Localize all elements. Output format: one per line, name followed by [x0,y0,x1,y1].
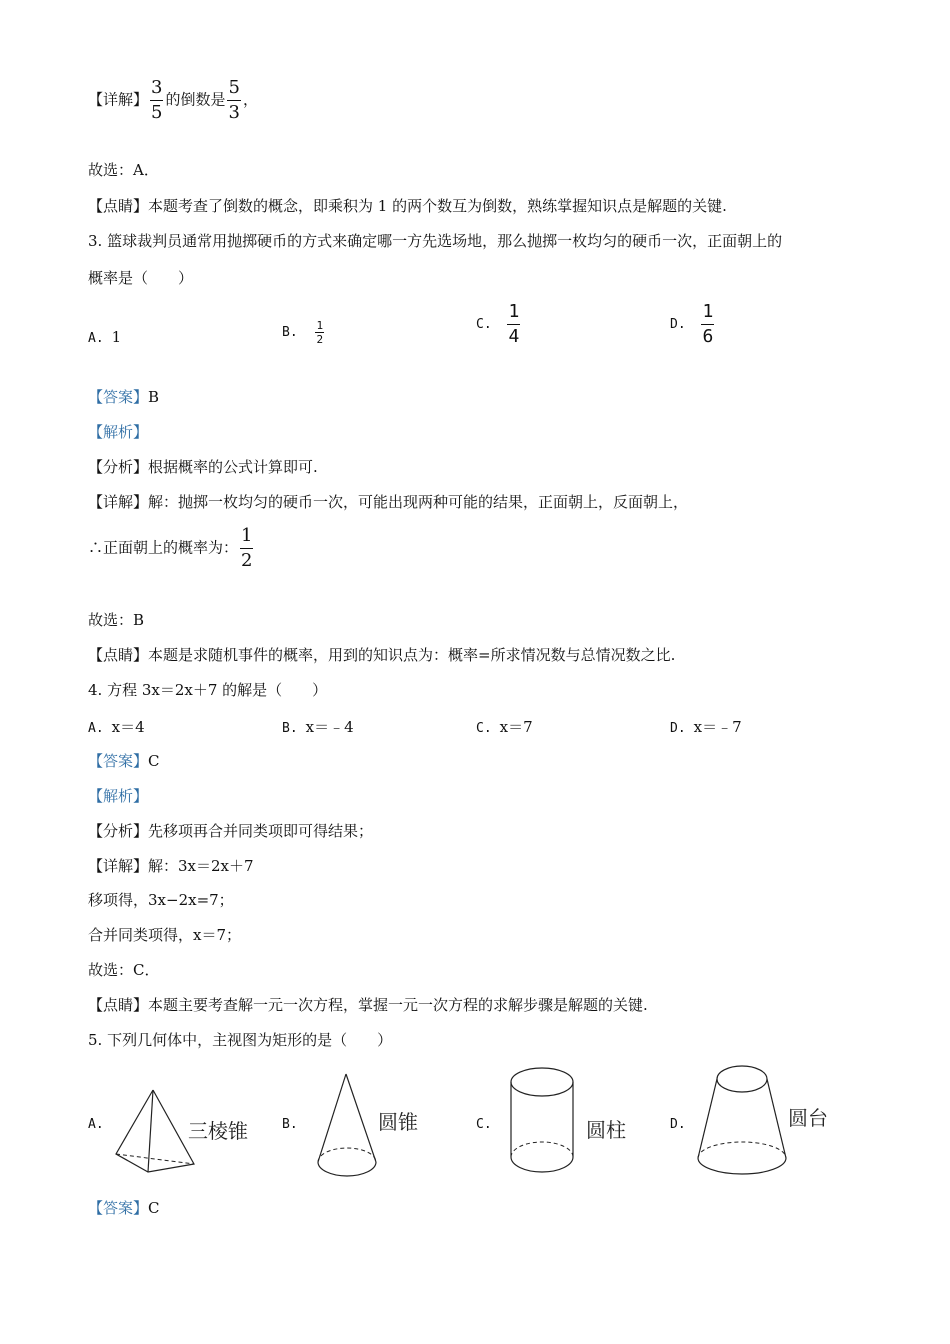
q2-detail-line: 【详解】 $\frac{3}{5}$ 的倒数是 $\frac{5}{3}$ ， [88,77,258,123]
q4-choice: 故选：C． [88,961,160,979]
q4-step2: 合并同类项得，x＝7； [88,926,242,944]
q5-option-b-letter: B. [282,1117,298,1132]
q3-therefore: ∴正面朝上的概率为： $\frac{1}{2}$ [88,525,253,571]
q5-option-d-letter: D. [670,1117,686,1132]
cone-figure [316,1072,380,1182]
q5-option-a-label: 三棱锥 [188,1119,248,1143]
q4-detail: 【详解】解：3x＝2x＋7 [88,857,254,875]
q4-analysis-tag: 【解析】 [88,787,149,805]
q4-option-b: B. x＝﹣4 [282,718,354,736]
q3-answer: 【答案】B [88,388,160,406]
q5-option-d-label: 圆台 [788,1106,828,1130]
q3-analysis: 【分析】根据概率的公式计算即可. [88,458,318,476]
fraction-1-2-small: $\frac{1}{2}$ [316,319,324,346]
q5-option-c-label: 圆柱 [586,1118,626,1142]
q4-option-d: D. x＝﹣7 [670,718,742,736]
fraction-5-3: $\frac{5}{3}$ [228,77,240,123]
detail-tag: 【详解】 [88,90,149,109]
fraction-3-5: $\frac{3}{5}$ [151,77,163,123]
fraction-1-2: $\frac{1}{2}$ [241,525,253,571]
q4-option-a: A. x＝4 [88,718,145,736]
q4-step1: 移项得，3x−2x=7； [88,891,234,909]
q2-comment: 【点睛】本题考查了倒数的概念，即乘积为 1 的两个数互为倒数，熟练掌握知识点是解题的关键. [88,197,727,215]
fraction-1-6: $\frac{1}{6}$ [702,301,714,347]
q4-analysis: 【分析】先移项再合并同类项即可得结果； [88,822,374,840]
frustum-figure [696,1064,788,1182]
q3-stem-line1: 3. 篮球裁判员通常用抛掷硬币的方式来确定哪一方先选场地，那么抛掷一枚均匀的硬币一次，正面朝上的 [88,232,783,250]
q3-option-b: B. $\frac{1}{2}$ [282,319,324,346]
q5-option-c-letter: C. [476,1117,492,1132]
q3-stem-line2: 概率是（ ） [88,269,194,287]
q5-stem: 5. 下列几何体中，主视图为矩形的是（ ） [88,1031,393,1049]
q3-option-c: C. $\frac{1}{4}$ [476,301,520,347]
q3-comment: 【点睛】本题是求随机事件的概率，用到的知识点为：概率=所求情况数与总情况数之比. [88,646,676,664]
q3-detail: 【详解】解：抛掷一枚均匀的硬币一次，可能出现两种可能的结果，正面朝上，反面朝上， [88,493,689,511]
q3-option-d: D. $\frac{1}{6}$ [670,301,714,347]
q4-comment: 【点睛】本题主要考查解一元一次方程，掌握一元一次方程的求解步骤是解题的关键. [88,996,648,1014]
q4-option-c: C. x＝7 [476,718,533,736]
fraction-1-4: $\frac{1}{4}$ [508,301,520,347]
q4-stem: 4. 方程 3x＝2x＋7 的解是（ ） [88,681,328,699]
cylinder-figure [509,1065,579,1185]
q3-choice: 故选：B [88,611,145,629]
q3-analysis-tag: 【解析】 [88,423,149,441]
q5-option-a-letter: A. [88,1117,104,1132]
q3-option-a: A. 1 [88,328,122,346]
q2-choice: 故选：A． [88,161,159,179]
q5-option-b-label: 圆锥 [378,1110,418,1134]
q5-answer: 【答案】C [88,1199,160,1217]
q4-answer: 【答案】C [88,752,160,770]
